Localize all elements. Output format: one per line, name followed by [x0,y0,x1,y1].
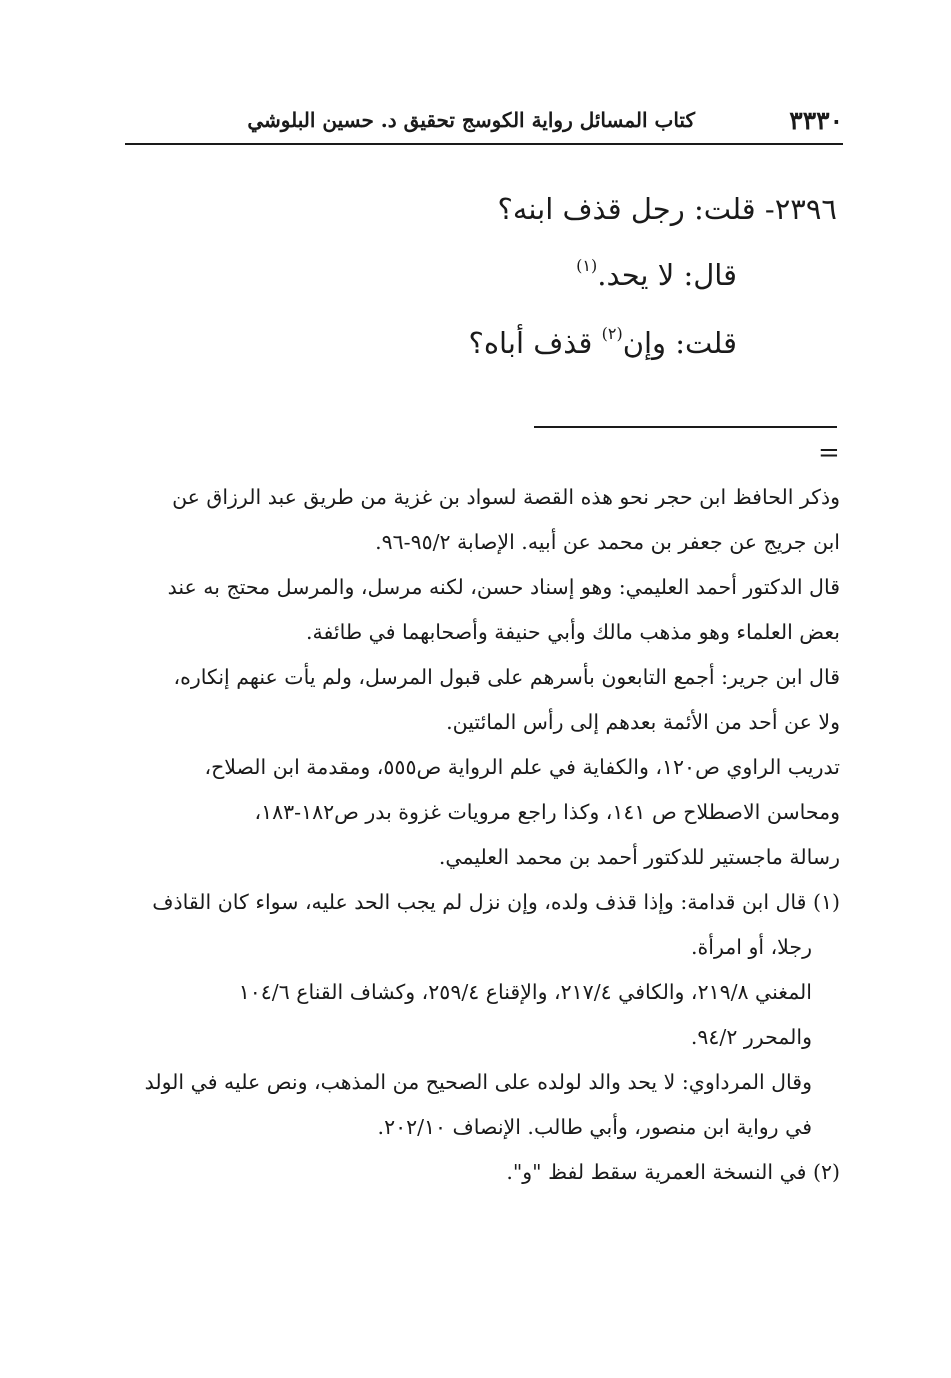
page-header [125,102,843,140]
footnote-line: وذكر الحافظ ابن حجر نحو هذه القصة لسواد بن غزية من طريق عبد الرزاق عن [172,485,840,509]
footnote-continuation-mark: = [818,438,840,468]
answer-text: قال: لا يحد. [597,258,737,292]
footnote-2-line: (٢) في النسخة العمرية سقط لفظ "و". [506,1160,840,1184]
footnote-line: في رواية ابن منصور، وأبي طالب. الإنصاف ٢٠٢/١٠. [377,1115,812,1139]
footnote-line: قال الدكتور أحمد العليمي: وهو إسناد حسن، لكنه مرسل، والمرسل محتج به عند [167,575,840,599]
footnote-line: ومحاسن الاصطلاح ص ١٤١، وكذا راجع مرويات غزوة بدر ص١٨٢-١٨٣، [254,800,840,824]
followup-question-line [468,326,737,358]
footnotes [120,478,840,1198]
running-title: كتاب المسائل رواية الكوسج تحقيق د. حسين البلوشي [247,108,695,132]
header-rule [125,143,843,145]
footnote-line: قال ابن جرير: أجمع التابعون بأسرهم على قبول المرسل، ولم يأت عنهم إنكاره، [173,665,840,689]
footnote-line: رسالة ماجستير للدكتور أحمد بن محمد العليمي. [438,845,840,869]
page-number: ٣٣٣٠ [789,106,843,135]
footnote-line: المغني ٢١٩/٨، والكافي ٢١٧/٤، والإقناع ٢٥٩/٤، وكشاف القناع ١٠٤/٦ [238,980,812,1004]
footnote-separator [534,426,837,428]
footnote-line: تدريب الراوي ص١٢٠، والكفاية في علم الرواية ص٥٥٥، ومقدمة ابن الصلاح، [204,755,840,779]
footnote-line: بعض العلماء وهو مذهب مالك وأبي حنيفة وأصحابهما في طائفة. [305,620,840,644]
footnote-ref-1[interactable]: (١) [576,256,598,275]
footnote-line: ولا عن أحد من الأئمة بعدهم إلى رأس المائتين. [446,710,840,734]
footnote-line: رجلا، أو امرأة. [691,935,812,959]
footnote-line: ابن جريج عن جعفر بن محمد عن أبيه. الإصابة ٩٥/٢-٩٦. [375,530,840,554]
answer-line [576,258,737,290]
question-line: ٢٣٩٦- قلت: رجل قذف ابنه؟ [497,192,837,226]
footnote-line: وقال المرداوي: لا يحد والد لولده على الصحيح من المذهب، ونص عليه في الولد [144,1070,812,1094]
followup-text-end: قذف أباه؟ [468,326,602,360]
followup-text-start: قلت: وإن [622,326,737,360]
footnote-ref-2[interactable]: (٢) [601,324,623,343]
footnote-1-line: (١) قال ابن قدامة: وإذا قذف ولده، وإن نزل لم يجب الحد عليه، سواء كان القاذف [152,890,840,914]
footnote-line: والمحرر ٩٤/٢. [690,1025,812,1049]
